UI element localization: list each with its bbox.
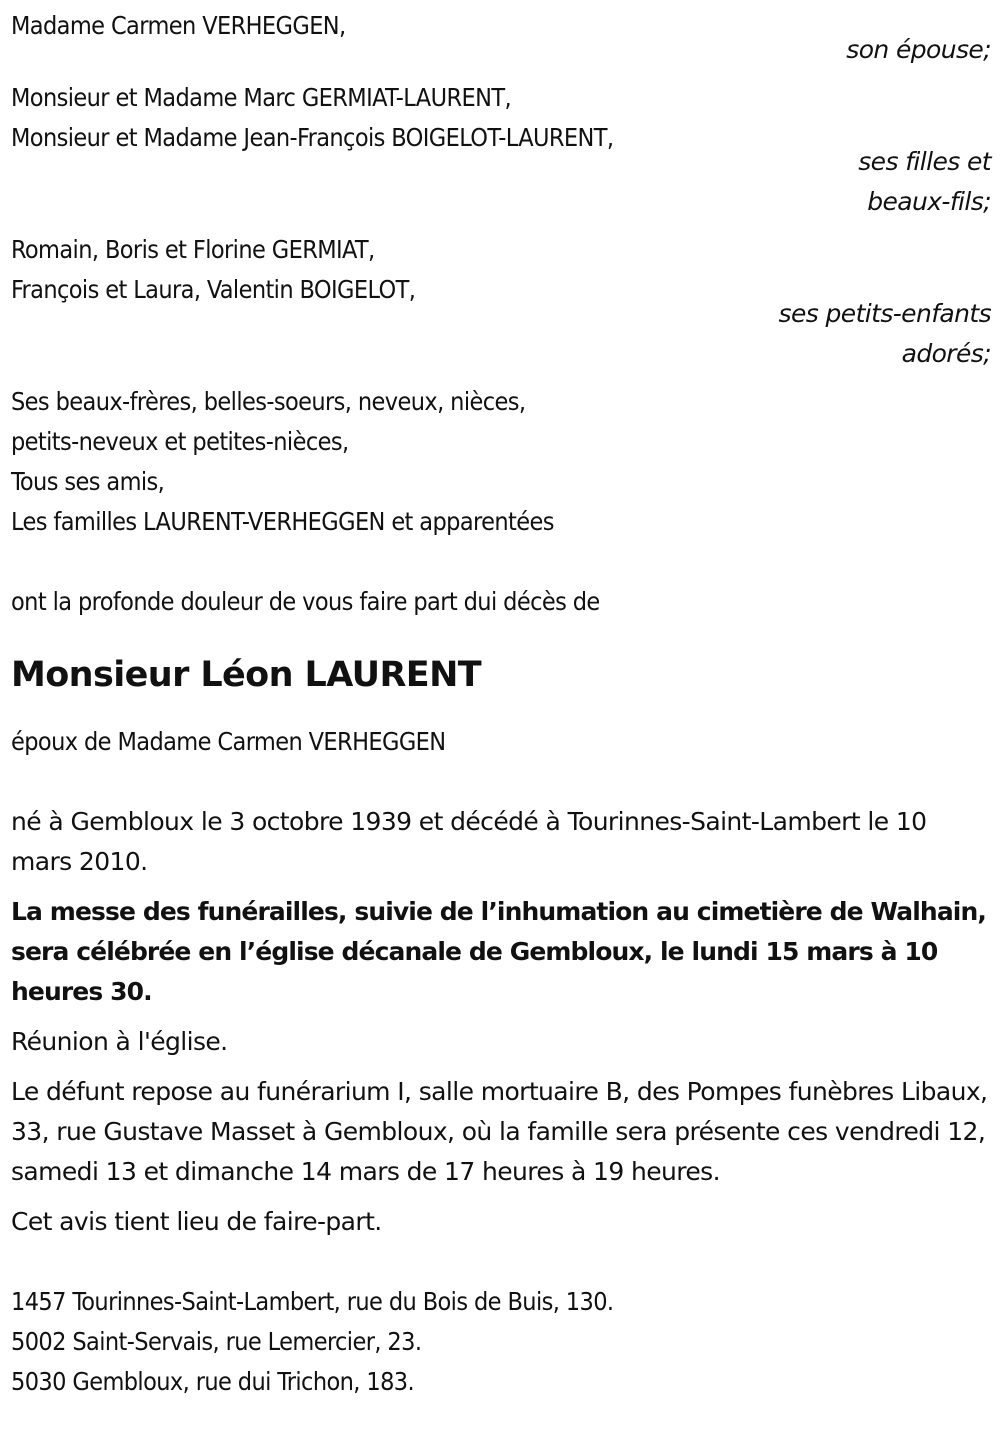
spouse-line: époux de Madame Carmen VERHEGGEN xyxy=(11,727,446,756)
family-line: Madame Carmen VERHEGGEN, xyxy=(11,11,346,40)
deceased-name: Monsieur Léon LAURENT xyxy=(11,655,482,695)
addresses xyxy=(11,1282,991,1402)
family-line: Monsieur et Madame Marc GERMIAT-LAURENT, xyxy=(11,83,511,112)
family-group-grandchildren xyxy=(11,230,991,374)
relationship-label: ses petits-enfants xyxy=(778,299,991,328)
relatives-line: Tous ses amis, xyxy=(11,467,165,496)
relatives-line: Ses beaux-frères, belles-soeurs, neveux, nièces, xyxy=(11,387,526,416)
address-line: 5030 Gembloux, rue dui Trichon, 183. xyxy=(11,1367,415,1396)
relationship-label: son épouse; xyxy=(846,35,991,64)
family-group-daughters xyxy=(11,78,991,222)
address-line: 5002 Saint-Servais, rue Lemercier, 23. xyxy=(11,1327,422,1356)
relationship-label: ses filles et xyxy=(858,147,991,176)
family-line: Monsieur et Madame Jean-François BOIGELOT-LAURENT, xyxy=(11,123,614,152)
closing-note: Cet avis tient lieu de faire-part. xyxy=(11,1207,382,1236)
relatives-line: Les familles LAURENT-VERHEGGEN et apparentées xyxy=(11,507,554,536)
family-line: Romain, Boris et Florine GERMIAT, xyxy=(11,235,375,264)
announcement-text: ont la profonde douleur de vous faire part dui décès de xyxy=(11,587,600,616)
funeral-info: La messe des funérailles, suivie de l’inhumation au cimetière de Walhain, sera célébrée en l’église décanale de Gembloux, le lundi 15 mars à 10 heures 30. xyxy=(11,897,986,1006)
family-line: François et Laura, Valentin BOIGELOT, xyxy=(11,275,416,304)
relationship-label: adorés; xyxy=(901,339,991,368)
address-line: 1457 Tourinnes-Saint-Lambert, rue du Bois de Buis, 130. xyxy=(11,1287,614,1316)
birth-death-info: né à Gembloux le 3 octobre 1939 et décédé à Tourinnes-Saint-Lambert le 10 mars 2010. xyxy=(11,807,927,876)
visitation-info: Le défunt repose au funérarium I, salle mortuaire B, des Pompes funèbres Libaux, 33, rue Gustave Masset à Gembloux, où la famille sera présente ces vendredi 12, samedi 13 et dimanche 14 mars de 17 heures à 19 heures. xyxy=(11,1077,988,1186)
meeting-info: Réunion à l'église. xyxy=(11,1027,228,1056)
other-relatives xyxy=(11,382,991,542)
family-group-spouse xyxy=(11,6,991,70)
relationship-label: beaux-fils; xyxy=(867,187,991,216)
relatives-line: petits-neveux et petites-nièces, xyxy=(11,427,349,456)
obituary-notice xyxy=(11,6,991,1402)
